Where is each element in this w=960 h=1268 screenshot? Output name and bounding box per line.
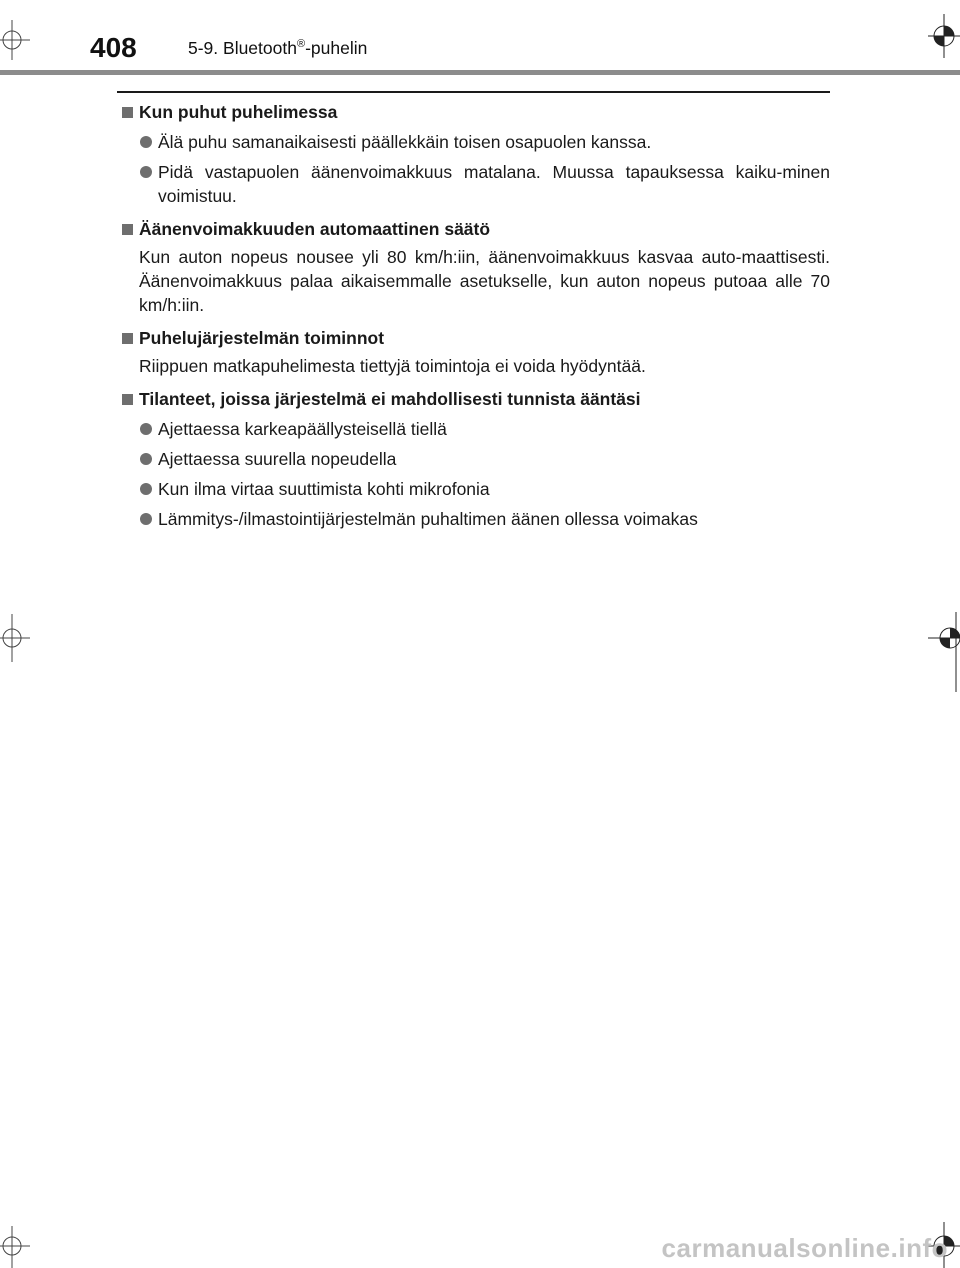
- watermark: carmanualsonline.info: [661, 1233, 948, 1263]
- registration-mark-mid-right: [928, 612, 960, 692]
- list-item-text: Pidä vastapuolen äänenvoimakkuus matalana. Muussa tapauksessa kaiku-minen voimistuu.: [158, 162, 830, 206]
- heading-call-functions: [122, 326, 830, 350]
- square-bullet-icon: [122, 224, 133, 235]
- crop-mark-mid-left: [0, 614, 30, 662]
- crop-mark-bottom-left: [0, 1226, 30, 1268]
- square-bullet-icon: [122, 333, 133, 344]
- page-content: [122, 100, 830, 531]
- crop-mark-top-left: [0, 20, 30, 60]
- section-title-suffix: -puhelin: [305, 38, 368, 58]
- heading-text: Äänenvoimakkuuden automaattinen säätö: [139, 219, 491, 239]
- list-item: [122, 417, 830, 441]
- circle-bullet-icon: [140, 423, 152, 435]
- heading-during-call: [122, 100, 830, 124]
- list-item: [122, 477, 830, 501]
- list-item-text: Ajettaessa suurella nopeudella: [158, 449, 397, 469]
- list-item-text: Kun ilma virtaa suuttimista kohti mikrofonia: [158, 479, 490, 499]
- square-bullet-icon: [122, 394, 133, 405]
- list-item-text: Älä puhu samanaikaisesti päällekkäin toisen osapuolen kanssa.: [158, 132, 652, 152]
- list-item: [122, 130, 830, 154]
- circle-bullet-icon: [140, 513, 152, 525]
- list-item-text: Lämmitys-/ilmastointijärjestelmän puhaltimen äänen ollessa voimakas: [158, 509, 698, 529]
- registration-mark-top-right: [928, 14, 960, 58]
- registered-mark: ®: [296, 38, 306, 50]
- page-number: 408: [90, 32, 137, 63]
- heading-text: Kun puhut puhelimessa: [139, 102, 338, 122]
- list-item: [122, 160, 830, 208]
- paragraph: Kun auton nopeus nousee yli 80 km/h:iin, äänenvoimakkuus kasvaa auto-maattisesti. Äänenvoimakkuus palaa aikaisemmalle asetukselle, kun auton nopeus putoaa alle 70 km/h:iin.: [139, 247, 830, 315]
- circle-bullet-icon: [140, 483, 152, 495]
- paragraph: Riippuen matkapuhelimesta tiettyjä toimintoja ei voida hyödyntää.: [139, 356, 646, 376]
- heading-text: Puhelujärjestelmän toiminnot: [139, 328, 385, 348]
- circle-bullet-icon: [140, 136, 152, 148]
- circle-bullet-icon: [140, 453, 152, 465]
- heading-auto-volume: [122, 217, 830, 241]
- section-title-prefix: 5-9. Bluetooth: [188, 38, 297, 58]
- list-item: [122, 447, 830, 471]
- list-item-text: Ajettaessa karkeapäällysteisellä tiellä: [158, 419, 447, 439]
- heading-voice-recognition: [122, 387, 830, 411]
- list-item: [122, 507, 830, 531]
- circle-bullet-icon: [140, 166, 152, 178]
- section-title: [188, 38, 367, 59]
- heading-text: Tilanteet, joissa järjestelmä ei mahdollisesti tunnista ääntäsi: [139, 389, 641, 409]
- square-bullet-icon: [122, 107, 133, 118]
- header-bar: [0, 70, 960, 75]
- content-top-rule: [117, 91, 830, 93]
